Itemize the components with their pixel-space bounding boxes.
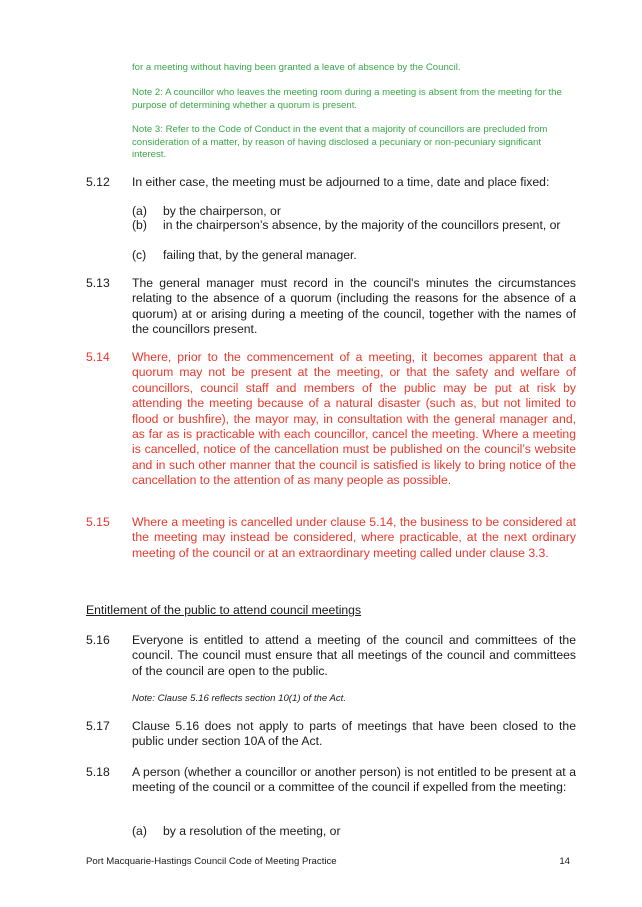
clause-number: 5.14 — [86, 350, 110, 364]
page-number: 14 — [559, 856, 570, 867]
clause-5-12-item-b — [132, 218, 576, 233]
clause-number: 5.17 — [86, 719, 110, 733]
item-label: (a) — [132, 204, 147, 218]
clause-text: Clause 5.16 does not apply to parts of meetings that have been closed to the public under section 10A of the Act. — [132, 719, 576, 749]
item-label: (b) — [132, 218, 147, 232]
clause-number: 5.15 — [86, 515, 110, 529]
clause-5-14 — [86, 350, 576, 489]
clause-text: In either case, the meeting must be adjourned to a time, date and place fixed: — [132, 175, 550, 189]
clause-5-17 — [86, 719, 576, 750]
note-3: Note 3: Refer to the Code of Conduct in the event that a majority of councillors are precluded from consideration of a matter, by reason of having disclosed a pecuniary or non-pecuniary significant interest. — [132, 124, 548, 160]
note-2: Note 2: A councillor who leaves the meeting room during a meeting is absent from the meeting for the purpose of determining whether a quorum is present. — [132, 87, 562, 111]
clause-5-16-note: Note: Clause 5.16 reflects section 10(1) of the Act. — [132, 693, 347, 704]
clause-5-15 — [86, 515, 576, 561]
note-continuation: for a meeting without having been granted a leave of absence by the Council. — [132, 62, 461, 73]
clause-number: 5.16 — [86, 633, 110, 647]
clause-5-16 — [86, 633, 576, 679]
footer-title: Port Macquarie-Hastings Council Code of Meeting Practice — [86, 856, 337, 867]
clause-text: The general manager must record in the council's minutes the circumstances relating to the absence of a quorum (including the reasons for the absence of a quorum) at or arising during a meeting of the council, together with the names of the councillors present. — [132, 276, 576, 337]
item-label: (c) — [132, 248, 147, 262]
item-text: by a resolution of the meeting, or — [163, 824, 341, 838]
item-text: by the chairperson, or — [163, 204, 281, 218]
clause-number: 5.12 — [86, 175, 110, 189]
clause-text: A person (whether a councillor or another person) is not entitled to be present at a meeting of the council or a committee of the council if expelled from the meeting: — [132, 765, 576, 795]
item-text: in the chairperson’s absence, by the majority of the councillors present, or — [163, 218, 561, 232]
clause-5-18-item-a — [132, 824, 576, 839]
clause-number: 5.18 — [86, 765, 110, 779]
clause-text: Where a meeting is cancelled under clause 5.14, the business to be considered at the meeting may instead be considered, where practicable, at the next ordinary meeting of the council or at an extraordinary meeting called under clause 3.3. — [132, 515, 576, 560]
clause-text: Where, prior to the commencement of a meeting, it becomes apparent that a quorum may not be present at the meeting, or that the safety and welfare of councillors, council staff and members of the public may be put at risk by attending the meeting because of a natural disaster (such as, but not limited to flood or bushfire), the mayor may, in consultation with the general manager and, as far as is practicable with each councillor, cancel the meeting. Where a meeting is cancelled, notice of the cancellation must be published on the council’s website and in such other manner that the council is satisfied is likely to bring notice of the cancellation to the attention of as many people as possible. — [132, 350, 576, 488]
item-text: failing that, by the general manager. — [163, 248, 357, 262]
page-footer — [86, 856, 576, 868]
clause-5-13 — [86, 276, 576, 338]
clause-number: 5.13 — [86, 276, 110, 290]
clause-text: Everyone is entitled to attend a meeting of the council and committees of the council. The council must ensure that all meetings of the council and committees of the council are open to the public. — [132, 633, 576, 678]
item-label: (a) — [132, 824, 147, 838]
clause-5-18 — [86, 765, 576, 796]
clause-5-12-item-c — [132, 248, 576, 263]
section-heading: Entitlement of the public to attend council meetings — [86, 603, 362, 617]
clause-5-12 — [86, 175, 576, 190]
